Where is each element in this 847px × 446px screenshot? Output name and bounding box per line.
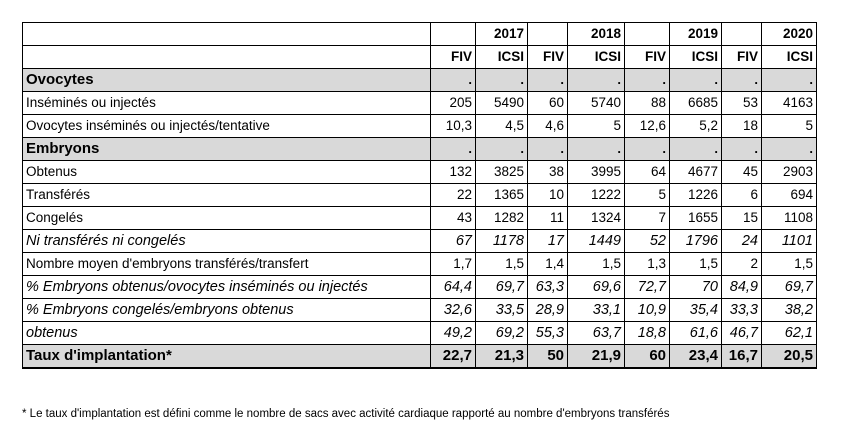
value-cell: 1108 [762,207,817,230]
value-cell: . [431,138,476,161]
value-cell: 23,4 [670,345,722,369]
value-cell: 1178 [476,230,528,253]
value-cell: 10,3 [431,115,476,138]
year-2018: 2018 [568,23,625,46]
value-cell: 132 [431,161,476,184]
value-cell: 72,7 [625,276,670,299]
value-cell: . [528,69,568,92]
table-row [23,322,817,345]
row-label: Embryons [23,138,431,161]
row-label: % Embryons congelés/embryons obtenus [23,299,431,322]
year-2017-pad [431,23,476,46]
table-row [23,299,817,322]
table-row [23,253,817,276]
method-header: FIV [625,46,670,69]
value-cell: 1,7 [431,253,476,276]
value-cell: 1365 [476,184,528,207]
value-cell: 17 [528,230,568,253]
value-cell: . [670,138,722,161]
value-cell: . [431,69,476,92]
value-cell: 1226 [670,184,722,207]
row-label: Transférés [23,184,431,207]
value-cell: 64 [625,161,670,184]
value-cell: . [722,138,762,161]
method-header: FIV [431,46,476,69]
value-cell: 22 [431,184,476,207]
value-cell: 1,5 [476,253,528,276]
method-header: ICSI [670,46,722,69]
row-label: Nombre moyen d'embryons transférés/transfert [23,253,431,276]
value-cell: 46,7 [722,322,762,345]
method-header: FIV [722,46,762,69]
header-empty-cell [23,46,431,69]
value-cell: 22,7 [431,345,476,369]
value-cell: 21,3 [476,345,528,369]
value-cell: 11 [528,207,568,230]
year-2019: 2019 [670,23,722,46]
value-cell: 18 [722,115,762,138]
value-cell: 4163 [762,92,817,115]
value-cell: 5490 [476,92,528,115]
row-label: Ovocytes [23,69,431,92]
value-cell: 28,9 [528,299,568,322]
value-cell: 1324 [568,207,625,230]
value-cell: 33,3 [722,299,762,322]
value-cell: 61,6 [670,322,722,345]
value-cell: 24 [722,230,762,253]
value-cell: . [762,69,817,92]
value-cell: 10 [528,184,568,207]
row-label: Obtenus [23,161,431,184]
value-cell: 70 [670,276,722,299]
value-cell: 1,3 [625,253,670,276]
table-row [23,161,817,184]
value-cell: . [568,138,625,161]
value-cell: 6 [722,184,762,207]
value-cell: 1,5 [568,253,625,276]
value-cell: 69,7 [762,276,817,299]
value-cell: 1,5 [762,253,817,276]
value-cell: . [670,69,722,92]
value-cell: 1101 [762,230,817,253]
value-cell: 5 [568,115,625,138]
row-label: obtenus [23,322,431,345]
total-row [23,345,817,369]
table-row [23,276,817,299]
value-cell: 1,5 [670,253,722,276]
method-header: FIV [528,46,568,69]
value-cell: 50 [528,345,568,369]
header-empty-cell [23,23,431,46]
value-cell: 63,3 [528,276,568,299]
value-cell: 2903 [762,161,817,184]
table-row [23,184,817,207]
value-cell: 52 [625,230,670,253]
value-cell: 15 [722,207,762,230]
value-cell: 4677 [670,161,722,184]
value-cell: 53 [722,92,762,115]
value-cell: . [476,138,528,161]
value-cell: 12,6 [625,115,670,138]
row-label: % Embryons obtenus/ovocytes inséminés ou injectés [23,276,431,299]
footnote: * Le taux d'implantation est défini comme le nombre de sacs avec activité cardiaque rapporté au nombre d'embryons transférés [22,408,670,420]
value-cell: 60 [528,92,568,115]
value-cell: 18,8 [625,322,670,345]
method-header-row [23,46,817,69]
method-header: ICSI [568,46,625,69]
value-cell: 1796 [670,230,722,253]
method-header: ICSI [476,46,528,69]
value-cell: 694 [762,184,817,207]
section-row [23,138,817,161]
row-label: Inséminés ou injectés [23,92,431,115]
year-2018-pad [528,23,568,46]
value-cell: 3825 [476,161,528,184]
value-cell: 35,4 [670,299,722,322]
value-cell: 69,2 [476,322,528,345]
year-2020: 2020 [762,23,817,46]
value-cell: . [476,69,528,92]
table-row [23,92,817,115]
value-cell: 38 [528,161,568,184]
value-cell: 10,9 [625,299,670,322]
method-header: ICSI [762,46,817,69]
value-cell: . [568,69,625,92]
table-row [23,207,817,230]
value-cell: 43 [431,207,476,230]
value-cell: 3995 [568,161,625,184]
row-label: Ni transférés ni congelés [23,230,431,253]
value-cell: 1222 [568,184,625,207]
value-cell: . [528,138,568,161]
value-cell: 1655 [670,207,722,230]
value-cell: 33,5 [476,299,528,322]
year-2019-pad [625,23,670,46]
value-cell: 5,2 [670,115,722,138]
value-cell: 1449 [568,230,625,253]
value-cell: 69,7 [476,276,528,299]
value-cell: 6685 [670,92,722,115]
value-cell: 32,6 [431,299,476,322]
value-cell: 45 [722,161,762,184]
year-header-row [23,23,817,46]
value-cell: 4,5 [476,115,528,138]
value-cell: 49,2 [431,322,476,345]
value-cell: 1282 [476,207,528,230]
value-cell: 67 [431,230,476,253]
value-cell: 5740 [568,92,625,115]
value-cell: 16,7 [722,345,762,369]
value-cell: 63,7 [568,322,625,345]
ivf-statistics-table [22,22,817,369]
value-cell: 4,6 [528,115,568,138]
table-row [23,115,817,138]
value-cell: 69,6 [568,276,625,299]
value-cell: . [625,69,670,92]
table-row [23,230,817,253]
value-cell: 20,5 [762,345,817,369]
value-cell: 205 [431,92,476,115]
value-cell: 1,4 [528,253,568,276]
value-cell: 7 [625,207,670,230]
value-cell: 21,9 [568,345,625,369]
value-cell: 88 [625,92,670,115]
value-cell: 38,2 [762,299,817,322]
value-cell: 5 [625,184,670,207]
value-cell: 33,1 [568,299,625,322]
value-cell: 60 [625,345,670,369]
value-cell: 55,3 [528,322,568,345]
value-cell: 5 [762,115,817,138]
row-label: Ovocytes inséminés ou injectés/tentative [23,115,431,138]
value-cell: . [625,138,670,161]
value-cell: 2 [722,253,762,276]
value-cell: . [762,138,817,161]
year-2017: 2017 [476,23,528,46]
section-row [23,69,817,92]
value-cell: 64,4 [431,276,476,299]
value-cell: . [722,69,762,92]
row-label: Congelés [23,207,431,230]
value-cell: 84,9 [722,276,762,299]
year-2020-pad [722,23,762,46]
row-label: Taux d'implantation* [23,345,431,369]
value-cell: 62,1 [762,322,817,345]
